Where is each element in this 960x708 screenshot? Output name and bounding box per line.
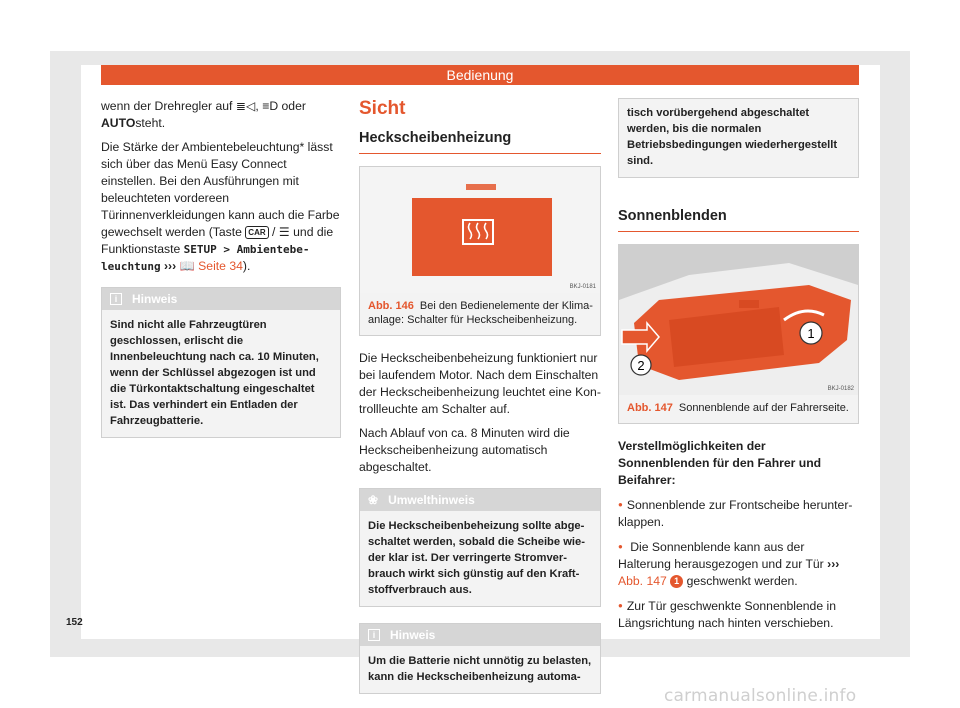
column-2 (359, 98, 601, 694)
environment-header (360, 489, 600, 511)
info-icon: i (368, 629, 380, 641)
figure-146 (359, 166, 601, 336)
hint-text: Sind nicht alle Fahrzeugtüren geschlossen, erlischt die Innenbeleuchtung nach ca. 10 Minuten, wenn der Schlüssel abgezogen ist und die Türkontaktschaltung eingeschaltet ist. Das verhindert ein Entladen der Fahrzeugbatterie. (110, 319, 319, 427)
hint-header-2 (360, 624, 600, 646)
auto-icon: AUTO (101, 116, 136, 130)
hint-box-2 (359, 623, 601, 694)
low-beam-icon: ≡D (262, 99, 279, 113)
caption-text: Sonnenblende auf der Fahrerseite. (678, 402, 849, 414)
reference-arrows: ››› (827, 557, 840, 571)
text: / (272, 225, 276, 239)
column-1 (101, 98, 341, 438)
text: ). (242, 259, 251, 273)
bullet-3: ● Zur Tür geschwenkte Sonnenblende in Längsrichtung nach hinten verschieben. (618, 597, 859, 632)
hint-title: Hinweis (132, 292, 178, 306)
book-icon: 📖 (179, 259, 195, 273)
figure-label-1: 1 (807, 326, 815, 341)
environment-text: Die Heckscheibenbeheizung sollte abgeschaltet werden, sobald die Scheibe wieder klar ist. Der verringerte Stromverbrauch wirkt sich günstig auf den Kraftstoffverbrauch aus. (368, 520, 585, 596)
hint-title: Hinweis (390, 628, 436, 642)
hint-box (101, 287, 341, 438)
function-key-path: SETUP > Ambientebeleuchtung (101, 243, 310, 273)
environment-box (359, 488, 601, 607)
subsection-title: Heckscheibenheizung (359, 130, 601, 154)
parking-light-icon: ≣◁ (235, 99, 256, 113)
sun-visor-illustration (619, 245, 858, 395)
section-title: Sicht (359, 98, 406, 119)
reference-arrows: ››› (164, 259, 177, 273)
callout-number: 1 (670, 575, 683, 588)
figure-number: Abb. 146 (368, 300, 414, 312)
hint-continuation-text: tisch vorübergehend abgeschaltet werden, bis die normalen Betriebsbedingungen wiederhergestellt sind. (627, 107, 838, 167)
figure-caption (360, 293, 600, 335)
figure-code: BKJ-0181 (569, 284, 596, 290)
figure-link[interactable]: Abb. 147 (618, 574, 667, 588)
bullet-1: ● Sonnenblende zur Frontscheibe herunterklappen. (618, 496, 859, 531)
chapter-header: Bedienung (101, 65, 859, 85)
text: geschwenkt werden. (686, 574, 798, 588)
watermark: carmanualsonline.info (664, 686, 857, 706)
text: , (255, 99, 259, 113)
environment-title: Umwelthinweis (388, 493, 475, 507)
hint-continuation-box (618, 98, 859, 178)
text: Die Stärke der Ambientebeleuchtung* lässt sich über das Menü Easy Connect einstellen. Bei den Ausführungen mit beleuchteten vordereen Türinnenverkleidungen kann auch die Farbe gewechselt werden (Taste (101, 140, 340, 239)
paragraph-heater-2: Nach Ablauf von ca. 8 Minuten wird die Heckscheibenheizung automatisch abgeschaltet. (359, 426, 570, 474)
text: und die Funktionstaste (101, 225, 334, 256)
figure-code: BKJ-0182 (827, 386, 854, 392)
car-key-icon: CAR (245, 226, 268, 239)
figure-image (619, 245, 858, 395)
figure-image (360, 167, 600, 293)
bullet-2 (618, 538, 859, 590)
text: steht. (135, 116, 166, 130)
menu-icon: ☰ (278, 225, 290, 239)
figure-caption (619, 395, 858, 423)
text: Die Sonnenblende kann aus der Halterung herausgezogen und zur Tür (618, 540, 824, 571)
leaf-icon: ❀ (368, 493, 379, 507)
visor-heading: Verstellmöglichkeiten der Sonnenblenden für den Fahrer und Beifahrer: (618, 439, 822, 487)
text: oder (281, 99, 306, 113)
hint-text-2: Um die Batterie nicht unnötig zu belasten, kann die Heckscheibenheizung automa- (368, 655, 592, 683)
subsection-title: Sonnenblenden (618, 208, 859, 232)
info-icon: i (110, 293, 122, 305)
figure-147 (618, 244, 859, 424)
text: wenn der Drehregler auf (101, 99, 233, 113)
paragraph-ambient-light (101, 139, 341, 275)
paragraph-heater-1: Die Heckscheibenbeheizung funktioniert nur bei laufendem Motor. Nach dem Einschalten der Heckscheibenheizung leuchtet eine Kontrollleuchte am Schalter auf. (359, 351, 601, 416)
page-link[interactable]: Seite 34 (198, 259, 243, 273)
page-number: 152 (66, 617, 83, 628)
rear-window-heater-illustration (360, 167, 600, 293)
hint-header (102, 288, 340, 310)
caption-text: Bei den Bedienelemente der Klimaanlage: Schalter für Heckscheibenheizung. (368, 300, 593, 326)
figure-number: Abb. 147 (627, 402, 673, 414)
figure-label-2: 2 (637, 358, 645, 373)
column-3 (618, 98, 859, 639)
paragraph-light-switch (101, 98, 341, 132)
